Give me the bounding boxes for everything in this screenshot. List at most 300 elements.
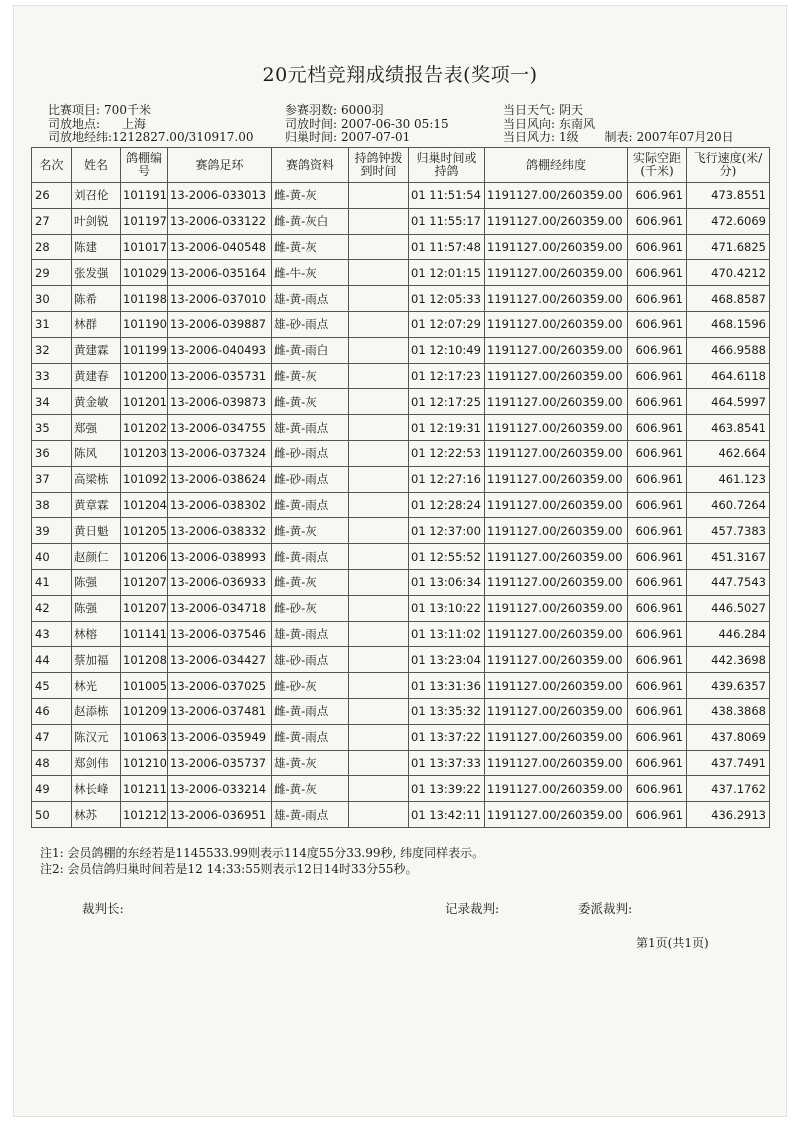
cell-name: 陈风: [72, 440, 121, 466]
cell-distance: 606.961: [628, 595, 687, 621]
return-time-label: 归巢时间:: [285, 130, 338, 144]
cell-speed: 457.7383: [687, 518, 770, 544]
cell-loft-coord: 1191127.00/260359.00: [485, 440, 628, 466]
page-number: 第1页(共1页): [636, 936, 709, 950]
table-row: [32, 415, 770, 441]
table-row: [32, 750, 770, 776]
cell-loft-coord: 1191127.00/260359.00: [485, 673, 628, 699]
weather-label: 当日天气:: [503, 103, 556, 117]
wind-direction-label: 当日风向:: [503, 117, 556, 131]
cell-distance: 606.961: [628, 311, 687, 337]
cell-distance: 606.961: [628, 260, 687, 286]
cell-clock-time: [349, 673, 409, 699]
cell-loft-coord: 1191127.00/260359.00: [485, 415, 628, 441]
release-coord-value: 1212827.00/310917.00: [112, 130, 254, 144]
cell-distance: 606.961: [628, 415, 687, 441]
table-row: [32, 337, 770, 363]
footnote-1: 注1: 会员鸽棚的东经若是1145533.99则表示114度55分33.99秒, 纬度同样表示。: [40, 846, 485, 860]
cell-distance: 606.961: [628, 208, 687, 234]
cell-loft-id: 101201: [121, 389, 168, 415]
footnotes: [40, 845, 484, 877]
results-body: [32, 183, 770, 828]
cell-loft-id: 101199: [121, 337, 168, 363]
entries: [285, 103, 384, 117]
cell-rank: 33: [32, 363, 72, 389]
cell-loft-id: 101207: [121, 595, 168, 621]
cell-name: 叶剑锐: [72, 208, 121, 234]
wind-force: [503, 130, 734, 144]
race-project-label: 比赛项目:: [48, 103, 101, 117]
cell-return-time: 01 13:37:33: [409, 750, 485, 776]
cell-distance: 606.961: [628, 724, 687, 750]
return-time-value: 2007-07-01: [341, 130, 411, 144]
cell-pigeon-info: 雌-黄-雨点: [272, 698, 349, 724]
cell-return-time: 01 12:19:31: [409, 415, 485, 441]
table-row: [32, 311, 770, 337]
cell-rank: 30: [32, 286, 72, 312]
cell-distance: 606.961: [628, 621, 687, 647]
cell-speed: 437.8069: [687, 724, 770, 750]
cell-loft-coord: 1191127.00/260359.00: [485, 337, 628, 363]
table-row: [32, 234, 770, 260]
cell-distance: 606.961: [628, 234, 687, 260]
cell-ring: 13-2006-035737: [168, 750, 272, 776]
cell-name: 赵添栋: [72, 698, 121, 724]
release-time: [285, 117, 449, 131]
wind-force-value: 1级: [559, 130, 579, 144]
cell-return-time: 01 12:37:00: [409, 518, 485, 544]
made-label: 制表:: [604, 130, 633, 144]
cell-rank: 37: [32, 466, 72, 492]
cell-pigeon-info: 雌-砂-灰: [272, 673, 349, 699]
table-row: [32, 621, 770, 647]
cell-rank: 46: [32, 698, 72, 724]
cell-loft-id: 101141: [121, 621, 168, 647]
cell-ring: 13-2006-037546: [168, 621, 272, 647]
table-row: [32, 802, 770, 828]
cell-return-time: 01 12:27:16: [409, 466, 485, 492]
cell-speed: 472.6069: [687, 208, 770, 234]
table-row: [32, 208, 770, 234]
cell-rank: 38: [32, 492, 72, 518]
cell-loft-coord: 1191127.00/260359.00: [485, 234, 628, 260]
cell-pigeon-info: 雌-砂-灰: [272, 595, 349, 621]
release-coord: [48, 130, 254, 144]
cell-pigeon-info: 雌-砂-雨点: [272, 440, 349, 466]
cell-speed: 437.1762: [687, 776, 770, 802]
cell-loft-id: 101198: [121, 286, 168, 312]
cell-distance: 606.961: [628, 286, 687, 312]
cell-rank: 40: [32, 544, 72, 570]
cell-distance: 606.961: [628, 544, 687, 570]
cell-ring: 13-2006-033122: [168, 208, 272, 234]
col-ring: 赛鸽足环: [168, 148, 272, 183]
cell-clock-time: [349, 647, 409, 673]
cell-ring: 13-2006-040493: [168, 337, 272, 363]
table-row: [32, 363, 770, 389]
cell-distance: 606.961: [628, 569, 687, 595]
cell-loft-coord: 1191127.00/260359.00: [485, 647, 628, 673]
cell-clock-time: [349, 492, 409, 518]
table-row: [32, 776, 770, 802]
col-loft-id: 鸽棚编号: [121, 148, 168, 183]
cell-rank: 47: [32, 724, 72, 750]
cell-loft-id: 101005: [121, 673, 168, 699]
cell-speed: 464.6118: [687, 363, 770, 389]
release-place: [48, 117, 146, 131]
cell-ring: 13-2006-036933: [168, 569, 272, 595]
cell-distance: 606.961: [628, 337, 687, 363]
cell-pigeon-info: 雄-砂-雨点: [272, 647, 349, 673]
cell-speed: 473.8551: [687, 183, 770, 209]
cell-name: 林长峰: [72, 776, 121, 802]
table-row: [32, 544, 770, 570]
cell-return-time: 01 12:10:49: [409, 337, 485, 363]
cell-speed: 468.8587: [687, 286, 770, 312]
cell-return-time: 01 11:57:48: [409, 234, 485, 260]
table-row: [32, 492, 770, 518]
cell-ring: 13-2006-038993: [168, 544, 272, 570]
cell-name: 黄建霖: [72, 337, 121, 363]
col-clock-time: 持鸽钟拨到时间: [349, 148, 409, 183]
cell-loft-coord: 1191127.00/260359.00: [485, 544, 628, 570]
cell-loft-id: 101206: [121, 544, 168, 570]
table-row: [32, 569, 770, 595]
cell-speed: 470.4212: [687, 260, 770, 286]
cell-rank: 50: [32, 802, 72, 828]
cell-loft-coord: 1191127.00/260359.00: [485, 724, 628, 750]
cell-clock-time: [349, 363, 409, 389]
cell-speed: 451.3167: [687, 544, 770, 570]
cell-distance: 606.961: [628, 750, 687, 776]
cell-speed: 438.3868: [687, 698, 770, 724]
cell-pigeon-info: 雌-黄-灰: [272, 389, 349, 415]
table-row: [32, 518, 770, 544]
cell-loft-id: 101190: [121, 311, 168, 337]
cell-rank: 41: [32, 569, 72, 595]
release-coord-label: 司放地经纬:: [48, 130, 113, 144]
chief-referee-label: 裁判长:: [82, 901, 124, 916]
cell-name: 陈强: [72, 569, 121, 595]
cell-clock-time: [349, 724, 409, 750]
made-date: 2007年07月20日: [636, 130, 734, 144]
cell-distance: 606.961: [628, 802, 687, 828]
cell-rank: 39: [32, 518, 72, 544]
table-row: [32, 647, 770, 673]
cell-pigeon-info: 雌-黄-灰: [272, 183, 349, 209]
cell-name: 黄金敏: [72, 389, 121, 415]
col-name: 姓名: [72, 148, 121, 183]
cell-name: 陈建: [72, 234, 121, 260]
cell-return-time: 01 12:01:15: [409, 260, 485, 286]
cell-return-time: 01 12:55:52: [409, 544, 485, 570]
cell-name: 林榕: [72, 621, 121, 647]
cell-rank: 26: [32, 183, 72, 209]
release-time-label: 司放时间:: [285, 117, 338, 131]
cell-name: 黄日魁: [72, 518, 121, 544]
cell-speed: 463.8541: [687, 415, 770, 441]
cell-return-time: 01 13:31:36: [409, 673, 485, 699]
cell-return-time: 01 13:35:32: [409, 698, 485, 724]
cell-pigeon-info: 雌-黄-灰: [272, 234, 349, 260]
table-row: [32, 724, 770, 750]
cell-speed: 447.7543: [687, 569, 770, 595]
cell-rank: 48: [32, 750, 72, 776]
cell-rank: 28: [32, 234, 72, 260]
cell-loft-coord: 1191127.00/260359.00: [485, 518, 628, 544]
cell-loft-id: 101210: [121, 750, 168, 776]
cell-pigeon-info: 雌-黄-灰: [272, 569, 349, 595]
cell-loft-coord: 1191127.00/260359.00: [485, 389, 628, 415]
cell-ring: 13-2006-033013: [168, 183, 272, 209]
cell-rank: 31: [32, 311, 72, 337]
cell-rank: 27: [32, 208, 72, 234]
cell-name: 陈强: [72, 595, 121, 621]
cell-clock-time: [349, 337, 409, 363]
cell-ring: 13-2006-035949: [168, 724, 272, 750]
cell-return-time: 01 13:23:04: [409, 647, 485, 673]
release-time-value: 2007-06-30 05:15: [341, 117, 449, 131]
cell-loft-id: 101200: [121, 363, 168, 389]
cell-clock-time: [349, 776, 409, 802]
cell-pigeon-info: 雌-黄-雨点: [272, 492, 349, 518]
cell-ring: 13-2006-037010: [168, 286, 272, 312]
cell-return-time: 01 13:10:22: [409, 595, 485, 621]
cell-rank: 35: [32, 415, 72, 441]
cell-clock-time: [349, 750, 409, 776]
cell-ring: 13-2006-034427: [168, 647, 272, 673]
cell-loft-coord: 1191127.00/260359.00: [485, 569, 628, 595]
race-project: [48, 103, 151, 117]
weather-value: 阴天: [559, 103, 584, 117]
cell-loft-id: 101212: [121, 802, 168, 828]
cell-return-time: 01 12:28:24: [409, 492, 485, 518]
table-row: [32, 595, 770, 621]
cell-loft-id: 101204: [121, 492, 168, 518]
cell-distance: 606.961: [628, 518, 687, 544]
cell-name: 陈汉元: [72, 724, 121, 750]
cell-name: 赵颜仁: [72, 544, 121, 570]
cell-clock-time: [349, 389, 409, 415]
record-referee-label: 记录裁判:: [445, 901, 500, 916]
cell-loft-id: 101205: [121, 518, 168, 544]
cell-return-time: 01 13:42:11: [409, 802, 485, 828]
cell-ring: 13-2006-037025: [168, 673, 272, 699]
cell-speed: 442.3698: [687, 647, 770, 673]
cell-speed: 461.123: [687, 466, 770, 492]
cell-loft-id: 101207: [121, 569, 168, 595]
cell-pigeon-info: 雄-黄-雨点: [272, 286, 349, 312]
table-row: [32, 183, 770, 209]
cell-loft-id: 101092: [121, 466, 168, 492]
cell-clock-time: [349, 466, 409, 492]
table-row: [32, 673, 770, 699]
cell-loft-coord: 1191127.00/260359.00: [485, 208, 628, 234]
cell-pigeon-info: 雄-黄-雨点: [272, 802, 349, 828]
cell-loft-coord: 1191127.00/260359.00: [485, 698, 628, 724]
cell-distance: 606.961: [628, 440, 687, 466]
cell-distance: 606.961: [628, 183, 687, 209]
cell-return-time: 01 12:05:33: [409, 286, 485, 312]
cell-loft-coord: 1191127.00/260359.00: [485, 260, 628, 286]
cell-distance: 606.961: [628, 363, 687, 389]
cell-loft-coord: 1191127.00/260359.00: [485, 311, 628, 337]
cell-distance: 606.961: [628, 673, 687, 699]
cell-rank: 32: [32, 337, 72, 363]
cell-name: 林光: [72, 673, 121, 699]
cell-rank: 43: [32, 621, 72, 647]
cell-pigeon-info: 雌-黄-灰: [272, 363, 349, 389]
cell-ring: 13-2006-037324: [168, 440, 272, 466]
cell-clock-time: [349, 621, 409, 647]
cell-return-time: 01 13:39:22: [409, 776, 485, 802]
cell-loft-coord: 1191127.00/260359.00: [485, 183, 628, 209]
entries-label: 参赛羽数:: [285, 103, 338, 117]
cell-loft-coord: 1191127.00/260359.00: [485, 802, 628, 828]
col-loft-coord: 鸽棚经纬度: [485, 148, 628, 183]
cell-loft-coord: 1191127.00/260359.00: [485, 286, 628, 312]
cell-pigeon-info: 雌-黄-雨点: [272, 724, 349, 750]
release-place-value: 上海: [122, 117, 147, 131]
cell-ring: 13-2006-038624: [168, 466, 272, 492]
table-row: [32, 466, 770, 492]
cell-distance: 606.961: [628, 647, 687, 673]
cell-return-time: 01 13:37:22: [409, 724, 485, 750]
cell-clock-time: [349, 569, 409, 595]
cell-loft-id: 101211: [121, 776, 168, 802]
cell-clock-time: [349, 518, 409, 544]
cell-ring: 13-2006-035731: [168, 363, 272, 389]
table-row: [32, 698, 770, 724]
cell-clock-time: [349, 698, 409, 724]
cell-loft-coord: 1191127.00/260359.00: [485, 750, 628, 776]
race-project-value: 700千米: [104, 103, 151, 117]
cell-ring: 13-2006-038302: [168, 492, 272, 518]
cell-rank: 36: [32, 440, 72, 466]
table-header-row: [32, 148, 770, 183]
cell-loft-id: 101208: [121, 647, 168, 673]
report-title: 20元档竞翔成绩报告表(奖项一): [262, 64, 538, 86]
col-return-time: 归巢时间或持鸽: [409, 148, 485, 183]
cell-pigeon-info: 雌-砂-雨点: [272, 466, 349, 492]
cell-return-time: 01 13:06:34: [409, 569, 485, 595]
cell-speed: 468.1596: [687, 311, 770, 337]
cell-rank: 45: [32, 673, 72, 699]
cell-ring: 13-2006-033214: [168, 776, 272, 802]
cell-loft-coord: 1191127.00/260359.00: [485, 776, 628, 802]
weather: [503, 103, 583, 117]
cell-distance: 606.961: [628, 389, 687, 415]
cell-speed: 464.5997: [687, 389, 770, 415]
cell-clock-time: [349, 415, 409, 441]
cell-return-time: 01 12:17:23: [409, 363, 485, 389]
cell-ring: 13-2006-036951: [168, 802, 272, 828]
cell-ring: 13-2006-039873: [168, 389, 272, 415]
table-row: [32, 260, 770, 286]
cell-name: 刘召伦: [72, 183, 121, 209]
col-rank: 名次: [32, 148, 72, 183]
release-place-label: 司放地点:: [48, 117, 101, 131]
cell-pigeon-info: 雄-黄-雨点: [272, 621, 349, 647]
cell-clock-time: [349, 802, 409, 828]
cell-loft-id: 101017: [121, 234, 168, 260]
col-speed: 飞行速度(米/分): [687, 148, 770, 183]
table-row: [32, 389, 770, 415]
cell-pigeon-info: 雌-黄-雨点: [272, 544, 349, 570]
cell-ring: 13-2006-035164: [168, 260, 272, 286]
cell-loft-id: 101197: [121, 208, 168, 234]
cell-name: 陈希: [72, 286, 121, 312]
cell-name: 高梁栋: [72, 466, 121, 492]
cell-return-time: 01 11:51:54: [409, 183, 485, 209]
col-distance: 实际空距(千米): [628, 148, 687, 183]
table-row: [32, 440, 770, 466]
cell-pigeon-info: 雄-黄-雨点: [272, 415, 349, 441]
cell-pigeon-info: 雄-砂-雨点: [272, 311, 349, 337]
cell-speed: 437.7491: [687, 750, 770, 776]
wind-force-label: 当日风力:: [503, 130, 556, 144]
cell-name: 林群: [72, 311, 121, 337]
cell-ring: 13-2006-037481: [168, 698, 272, 724]
cell-clock-time: [349, 440, 409, 466]
cell-pigeon-info: 雌-黄-雨白: [272, 337, 349, 363]
col-pigeon-info: 赛鸽资料: [272, 148, 349, 183]
cell-loft-coord: 1191127.00/260359.00: [485, 621, 628, 647]
cell-name: 黄建春: [72, 363, 121, 389]
cell-name: 林苏: [72, 802, 121, 828]
cell-rank: 29: [32, 260, 72, 286]
cell-pigeon-info: 雌-黄-灰白: [272, 208, 349, 234]
cell-speed: 436.2913: [687, 802, 770, 828]
cell-ring: 13-2006-034718: [168, 595, 272, 621]
cell-loft-id: 101209: [121, 698, 168, 724]
cell-distance: 606.961: [628, 492, 687, 518]
cell-loft-coord: 1191127.00/260359.00: [485, 466, 628, 492]
cell-name: 张发强: [72, 260, 121, 286]
cell-rank: 34: [32, 389, 72, 415]
cell-name: 黄章霖: [72, 492, 121, 518]
cell-pigeon-info: 雌-牛-灰: [272, 260, 349, 286]
cell-loft-coord: 1191127.00/260359.00: [485, 595, 628, 621]
cell-clock-time: [349, 286, 409, 312]
cell-speed: 446.284: [687, 621, 770, 647]
cell-loft-id: 101203: [121, 440, 168, 466]
results-table: [31, 147, 770, 828]
cell-pigeon-info: 雄-黄-灰: [272, 750, 349, 776]
cell-distance: 606.961: [628, 466, 687, 492]
footnote-2: 注2: 会员信鸽归巢时间若是12 14:33:55则表示12日14时33分55秒。: [40, 862, 418, 876]
cell-ring: 13-2006-039887: [168, 311, 272, 337]
cell-loft-coord: 1191127.00/260359.00: [485, 492, 628, 518]
cell-return-time: 01 12:22:53: [409, 440, 485, 466]
cell-speed: 466.9588: [687, 337, 770, 363]
cell-ring: 13-2006-034755: [168, 415, 272, 441]
cell-ring: 13-2006-040548: [168, 234, 272, 260]
entries-value: 6000羽: [341, 103, 384, 117]
cell-ring: 13-2006-038332: [168, 518, 272, 544]
cell-rank: 44: [32, 647, 72, 673]
cell-clock-time: [349, 311, 409, 337]
cell-clock-time: [349, 234, 409, 260]
delegate-referee-label: 委派裁判:: [578, 901, 633, 916]
cell-speed: 439.6357: [687, 673, 770, 699]
cell-speed: 471.6825: [687, 234, 770, 260]
cell-clock-time: [349, 595, 409, 621]
cell-name: 郑强: [72, 415, 121, 441]
table-row: [32, 286, 770, 312]
cell-rank: 42: [32, 595, 72, 621]
cell-loft-id: 101029: [121, 260, 168, 286]
